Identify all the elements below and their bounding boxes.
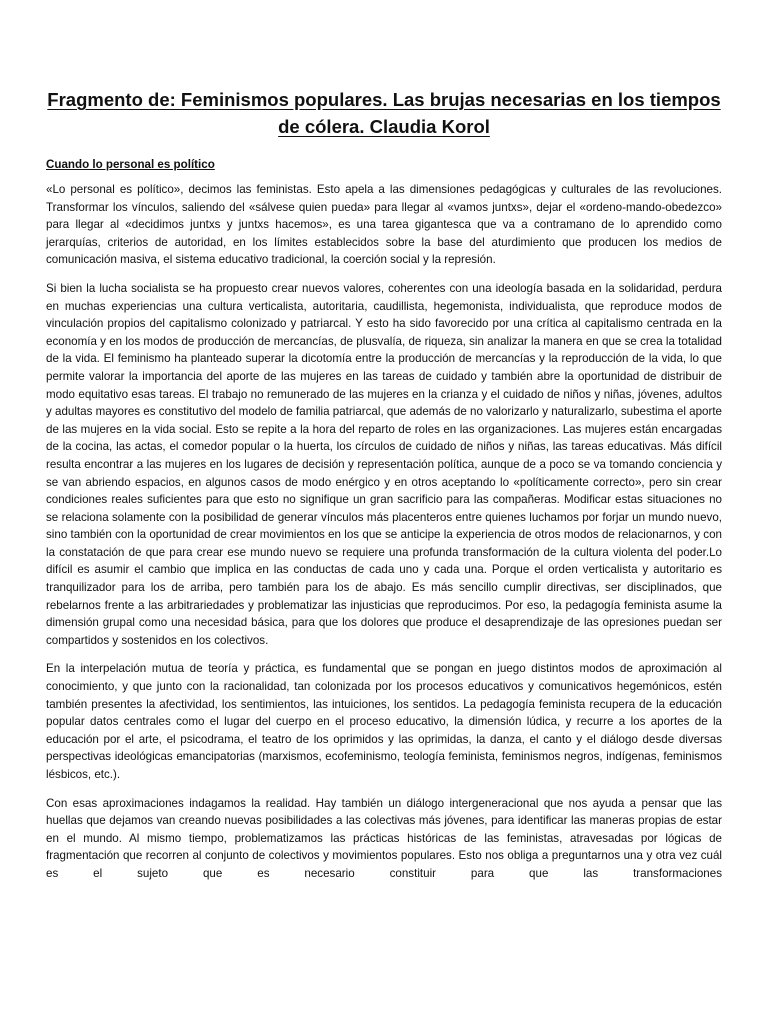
paragraph-3: En la interpelación mutua de teoría y práctica, es fundamental que se pongan en juego distintos modos de aproximación al conocimiento, y que junto con la racionalidad, tan colonizada por los procesos educativos y comunicativos hegemónicos, estén también presentes la afectividad, los sentimientos, las intuiciones, los sentidos. La pedagogía feminista recupera de la educación popular datos centrales como el lugar del cuerpo en el proceso educativo, la dimensión lúdica, y recurre a los aportes de la educación por el arte, el psicodrama, el teatro de los oprimidos y las oprimidas, la danza, el canto y el diálogo desde diversas perspectivas ideológicas emancipatorias (marxismos, ecofeminismo, teología feminista, feminismos negros, indígenas, feminismos lésbicos, etc.). xyxy=(46,662,722,781)
paragraph-2: Si bien la lucha socialista se ha propuesto crear nuevos valores, coherentes con una ideología basada en la solidaridad, perdura en muchas experiencias una cultura verticalista, autoritaria, caudillista, hegemonista, individualista, que reproduce modos de vinculación propios del capitalismo colonizado y patriarcal. Y esto ha sido favorecido por una crítica al capitalismo centrada en la economía y en los modos de producción de mercancías, de plusvalía, de riqueza, sin analizar la manera en que se crea la totalidad de la vida. El feminismo ha planteado superar la dicotomía entre la producción de mercancías y la reproducción de la vida, lo que permite valorar la importancia del aporte de las mujeres en las tareas de cuidado y también abre la oportunidad de distribuir de modo equitativo esas tareas. El trabajo no remunerado de las mujeres en la crianza y el cuidado de niños y niñas, jóvenes, adultos y adultas mayores es constitutivo del modelo de familia patriarcal, que además de no valorizarlo y naturalizarlo, subestima el aporte de las mujeres en la vida social. Esto se repite a la hora del reparto de roles en las organizaciones. Las mujeres están encargadas de la cocina, las actas, el comedor popular o la huerta, los círculos de cuidado de niños y niñas, las tareas educativas. Más difícil resulta encontrar a las mujeres en los lugares de decisión y representación política, aunque de a poco se va tomando conciencia y se van abriendo espacios, en algunos casos de modo enérgico y en otros aceptando lo «políticamente correcto», pero sin crear condiciones reales suficientes para que esto no signifique un gran sacrificio para las compañeras. Modificar estas situaciones no se relaciona solamente con la posibilidad de generar vínculos más placenteros entre quienes luchamos por forjar un mundo nuevo, sino también con la oportunidad de crear movimientos en los que se anticipe la experiencia de otros modos de relacionarnos, y con la constatación de que para crear ese mundo nuevo se requiere una profunda transformación de la cultura violenta del poder.Lo difícil es asumir el cambio que implica en las conductas de cada uno y cada una. Porque el orden verticalista y autoritario es tranquilizador para los de arriba, pero también para los de abajo. Es más sencillo cumplir directivas, ser disciplinados, que rebelarnos frente a las arbitrariedades y problematizar las injusticias que reproducimos. Por eso, la pedagogía feminista asume la dimensión grupal como una necesidad básica, para que los dolores que produce el desaprendizaje de las opresiones puedan ser compartidos y sostenidos en los colectivos. xyxy=(46,281,723,647)
document-title: Fragmento de: Feminismos populares. Las brujas necesarias en los tiempos de cólera. Claudia Korol xyxy=(47,89,721,137)
paragraph-4: Con esas aproximaciones indagamos la realidad. Hay también un diálogo intergeneracional que nos ayuda a pensar que las huellas que dejamos van creando nuevas posibilidades a las colectivas más jóvenes, para identificar las maneras propias de estar en el mundo. Al mismo tiempo, problematizamos las prácticas históricas de las feministas, atravesadas por lógicas de fragmentación que recorren al conjunto de colectivos y movimientos populares. Esto nos obliga a preguntarnos una y otra vez cuál es el sujeto que es necesario constituir para que las transformaciones xyxy=(46,796,722,880)
paragraph-1: «Lo personal es político», decimos las feministas. Esto apela a las dimensiones pedagógicas y culturales de las revoluciones. Transformar los vínculos, saliendo del «sálvese quien pueda» para llegar al «vamos juntxs», dejar el «ordeno-mando-obedezco» para llegar al «decidimos juntxs y juntxs hacemos», es una tarea gigantesca que va a contramano de lo aprendido como jerarquías, criterios de autoridad, en los límites establecidos sobre la base del aturdimiento que producen los medios de comunicación masiva, el sistema educativo tradicional, la coerción social y la represión. xyxy=(46,183,722,267)
section-heading: Cuando lo personal es político xyxy=(46,158,215,171)
